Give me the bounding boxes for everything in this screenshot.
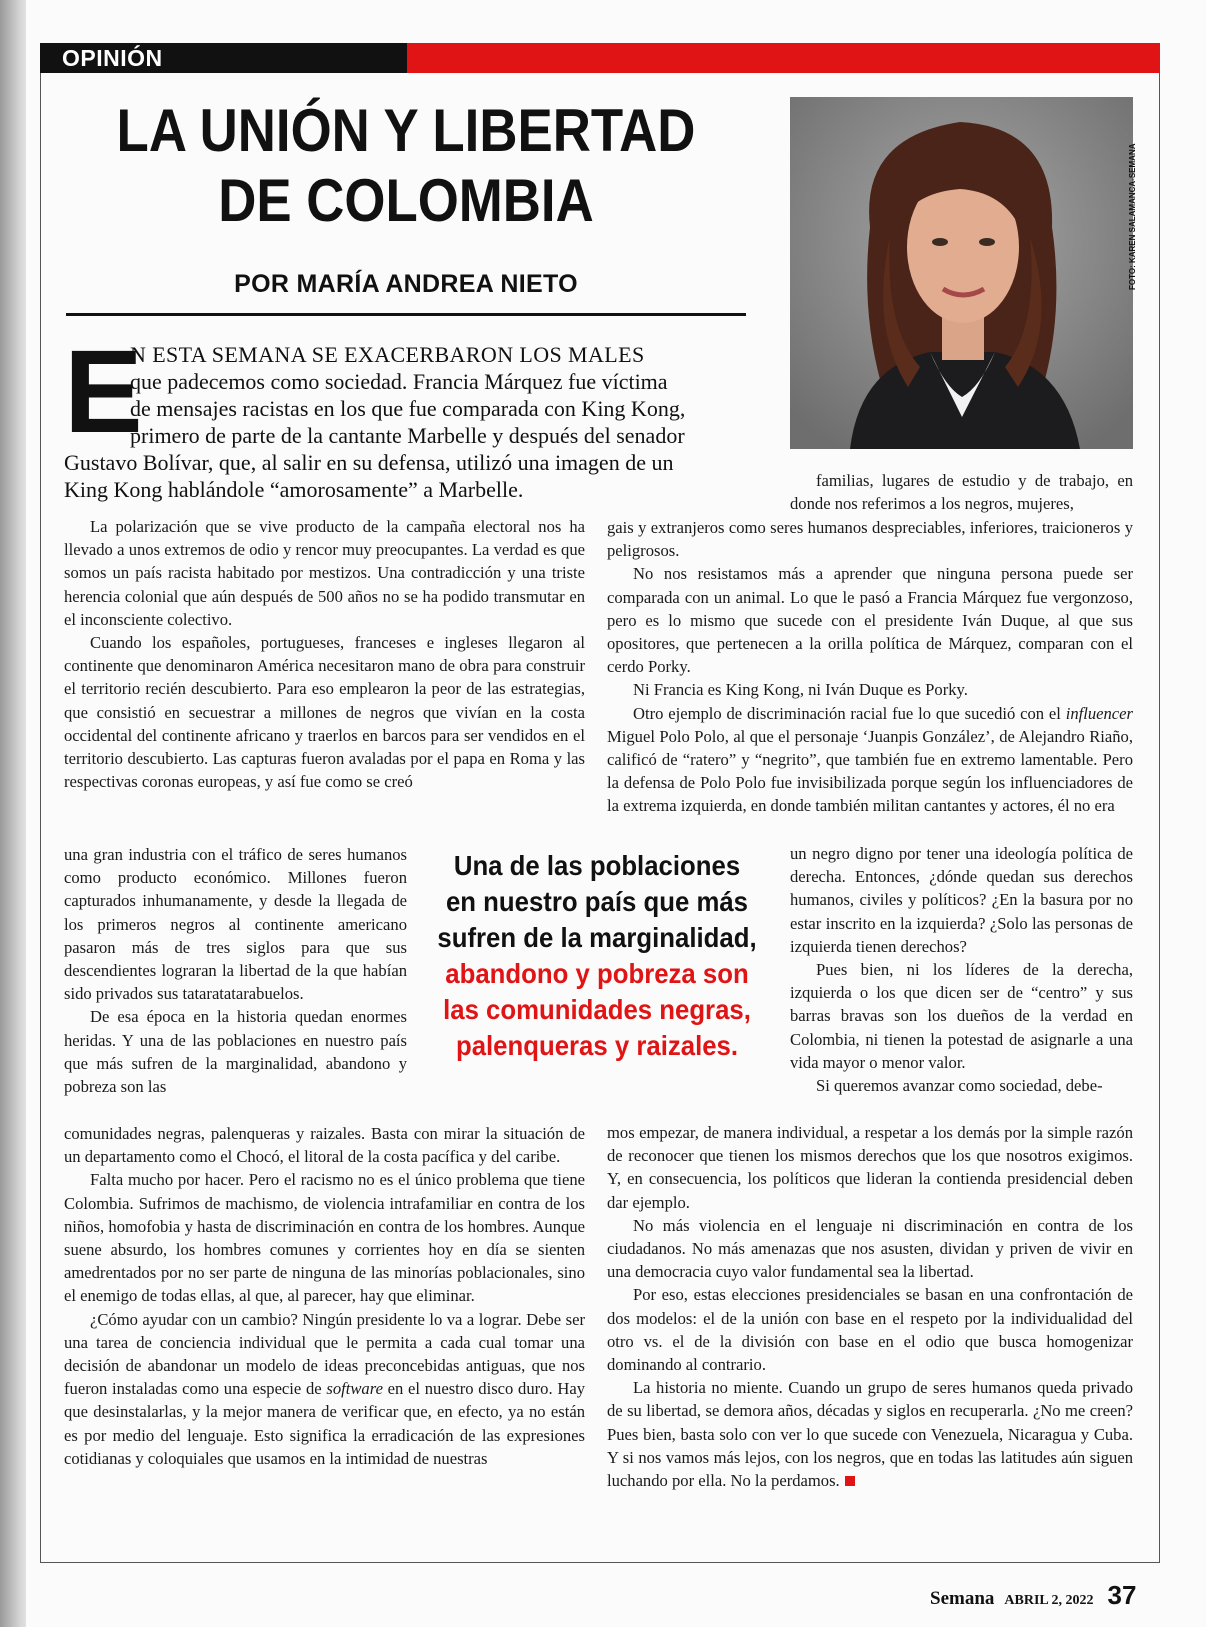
body-paragraph: Ni Francia es King Kong, ni Iván Duque es Porky. [633,680,968,700]
section-bar [40,43,1160,73]
body-paragraph: No nos resistamos más a aprender que ninguna persona puede ser comparada con un animal. Lo que le pasó a Francia Márquez fue vergonzoso, pero es lo mismo que sucede con el presidente Iván Duque, al que sus opositores, que pertenecen a la orilla política de Márquez, comparan con el cerdo Porky. [607,564,1133,677]
body-paragraph: gais y extranjeros como seres humanos despreciables, inferiores, traicioneros y peligrosos. [607,518,1133,561]
body-paragraph [64,1308,585,1470]
body-paragraph: un negro digno por tener una ideología política de derecha. Entonces, ¿dónde quedan sus derechos humanos, civiles y políticos? ¿En la basura por no estar inscrito en la izquierda? ¿Solo las personas de izquierda tienen derechos? [790,844,1133,956]
body-paragraph [607,702,1133,818]
italic-term: software [326,1379,383,1399]
headline-line-1: LA UNIÓN Y LIBERTAD [116,97,696,164]
body-paragraph: una gran industria con el tráfico de seres humanos como producto económico. Millones fueron capturados inhumanamente, y desde la llegada de los primeros negros al continente americano pasaron más de tres siglos para que sus descendientes lograran la libertad de la que habían sido privados sus tataratatarabuelos. [64,845,407,1004]
left-column-top [64,515,585,793]
page-footer [930,1580,1136,1611]
lead-line: N ESTA SEMANA SE EXACERBARON LOS MALES [130,342,645,367]
right-column-bottom [607,1121,1133,1492]
body-paragraph: comunidades negras, palenqueras y raizales. Basta con mirar la situación de un departamento como el Chocó, el litoral de la costa pacífica y del caribe. [64,1124,585,1167]
pull-quote-black: Una de las poblaciones en nuestro país que más sufren de la marginalidad, [437,850,757,953]
body-paragraph: Pues bien, ni los líderes de la derecha, izquierda o los que dicen ser de “centro” y sus barras bravas son los dueños de la verdad en Colombia, ni tienen la potestad de asignarle a una vida mayor o menor valor. [790,960,1133,1072]
left-column-bottom [64,1122,585,1470]
body-paragraph: mos empezar, de manera individual, a respetar a los demás por la simple razón de reconocer que tienen los mismos derechos que los que nosotros exigimos. Y, en consecuencia, los políticos que lideran la contienda presidencial deben dar ejemplo. [607,1123,1133,1212]
body-paragraph: familias, lugares de estudio y de trabajo, en donde nos referimos a los negros, mujeres, [790,471,1133,514]
issue-date: ABRIL 2, 2022 [1004,1593,1094,1608]
body-paragraph: Por eso, estas elecciones presidenciales se basan en una confrontación de dos modelos: el de la unión con base en el respeto por la individualidad del otro vs. el de la división con base en el odio que busca homogenizar dominando al contrario. [607,1285,1133,1375]
lead-line: King Kong hablándole “amorosamente” a Marbelle. [64,477,524,502]
drop-cap: E [64,326,143,458]
right-column-middle [790,842,1133,1097]
body-paragraph: De esa época en la historia quedan enormes heridas. Y una de las poblaciones en nuestro país que más sufren de la marginalidad, abandono y pobreza son las [64,1007,407,1097]
body-paragraph: La polarización que se vive producto de la campaña electoral nos ha llevado a unos extremos de odio y rencor muy preocupantes. La verdad es que somos un país racista habitado por mestizos. Una contradicción y una triste herencia colonial que aún después de 500 años no se ha podido transmutar en el inconsciente colectivo. [64,517,585,629]
section-label: OPINIÓN [62,45,163,71]
photo-credit [1128,280,1137,290]
right-column-top [790,469,1133,515]
body-paragraph [607,1376,1133,1492]
pull-quote-red: abandono y pobreza son las comunidades negras, palenqueras y raizales. [443,958,751,1061]
lead-line: Gustavo Bolívar, que, al salir en su defensa, utilizó una imagen de un [64,450,674,475]
publication-name: Semana [930,1588,995,1609]
italic-term: influencer [1065,703,1133,723]
body-paragraph: Falta mucho por hacer. Pero el racismo no es el único problema que tiene Colombia. Sufrimos de machismo, de violencia intrafamiliar en contra de los niños, homofobia y hasta de discriminación en contra de los hombres. Aunque suene absurdo, los hombres comunes y corrientes hoy en día se sienten amedrentados por no ser parte de ninguna de las minorías poblacionales, sino el enemigo de todas ellas, al que, al parecer, hay que eliminar. [64,1170,585,1306]
lead-line: que padecemos como sociedad. Francia Márquez fue víctima [130,369,668,394]
headline-line-2: DE COLOMBIA [218,167,594,234]
end-mark-icon [845,1476,855,1486]
headline [107,96,705,236]
body-text: en el nuestro disco duro. Hay que desinstalarlas, y la mejor manera de verificar que, en efecto, ya no están es por medio del lenguaje. Esto significa la erradicación de las expresiones cotidianas y coloquiales que usamos en la intimidad de nuestras [64,1379,585,1468]
page-number: 37 [1107,1580,1137,1610]
left-column-middle [64,843,407,1098]
portrait-illustration [790,97,1133,449]
author-photo [790,97,1133,449]
body-paragraph: No más violencia en el lenguaje ni discriminación en contra de los ciudadanos. No más amenazas que nos asusten, dividan y priven de vivir en una democracia cuyo valor fundamental sea la libertad. [607,1215,1133,1282]
byline: POR MARÍA ANDREA NIETO [234,270,578,298]
body-paragraph: Si queremos avanzar como sociedad, debe- [816,1076,1103,1096]
body-paragraph: Cuando los españoles, portugueses, franceses e ingleses llegaron al continente que denominaron América necesitaron mano de obra para construir el territorio recién descubierto. Para eso emplearon la peor de las estrategias, que consistió en secuestrar a millones de negros que vivían en la costa occidental del continente africano y traerlos en barcos para ser vendidos en el territorio descubierto. Las capturas fueron avaladas por el papa en Roma y las respectivas coronas europeas, y así fue como se creó [64,633,585,792]
lead-line: de mensajes racistas en los que fue comparada con King Kong, [130,396,686,421]
body-text: Miguel Polo Polo, al que el personaje ‘Juanpis González’, de Alejandro Riaño, calificó de “ratero” y “negrito”, que también fue en extremo lamentable. Pero la defensa de Polo Polo fue invisibilizada porque según los influenciadores de la extrema izquierda, en donde también militan cantantes y actores, él no era [607,726,1133,816]
headline-rule [66,313,746,316]
right-column-wide [607,516,1133,818]
body-text: La historia no miente. Cuando un grupo de seres humanos queda privado de su libertad, se demora años, décadas y siglos en recuperarla. ¿No me creen? Pues bien, basta solo con ver lo que sucede con Venezuela, Nicaragua y Cuba. Y si nos vamos más lejos, con los negros, que en todas las latitudes aún siguen luchando por ella. No la perdamos. [607,1378,1133,1491]
lead-line: primero de parte de la cantante Marbelle y después del senador [130,423,685,448]
body-text: Otro ejemplo de discriminación racial fue lo que sucedió con el [633,703,1066,723]
body-text: ¿Cómo ayudar con un cambio? Ningún presidente lo va a lograr. Debe ser una tarea de conciencia individual que le permita a cada cual tomar una decisión de abandonar un modelo de ideas preconcebidas antiguas, que nos fueron instaladas como una especie de [64,1309,585,1399]
pull-quote [436,848,758,1064]
